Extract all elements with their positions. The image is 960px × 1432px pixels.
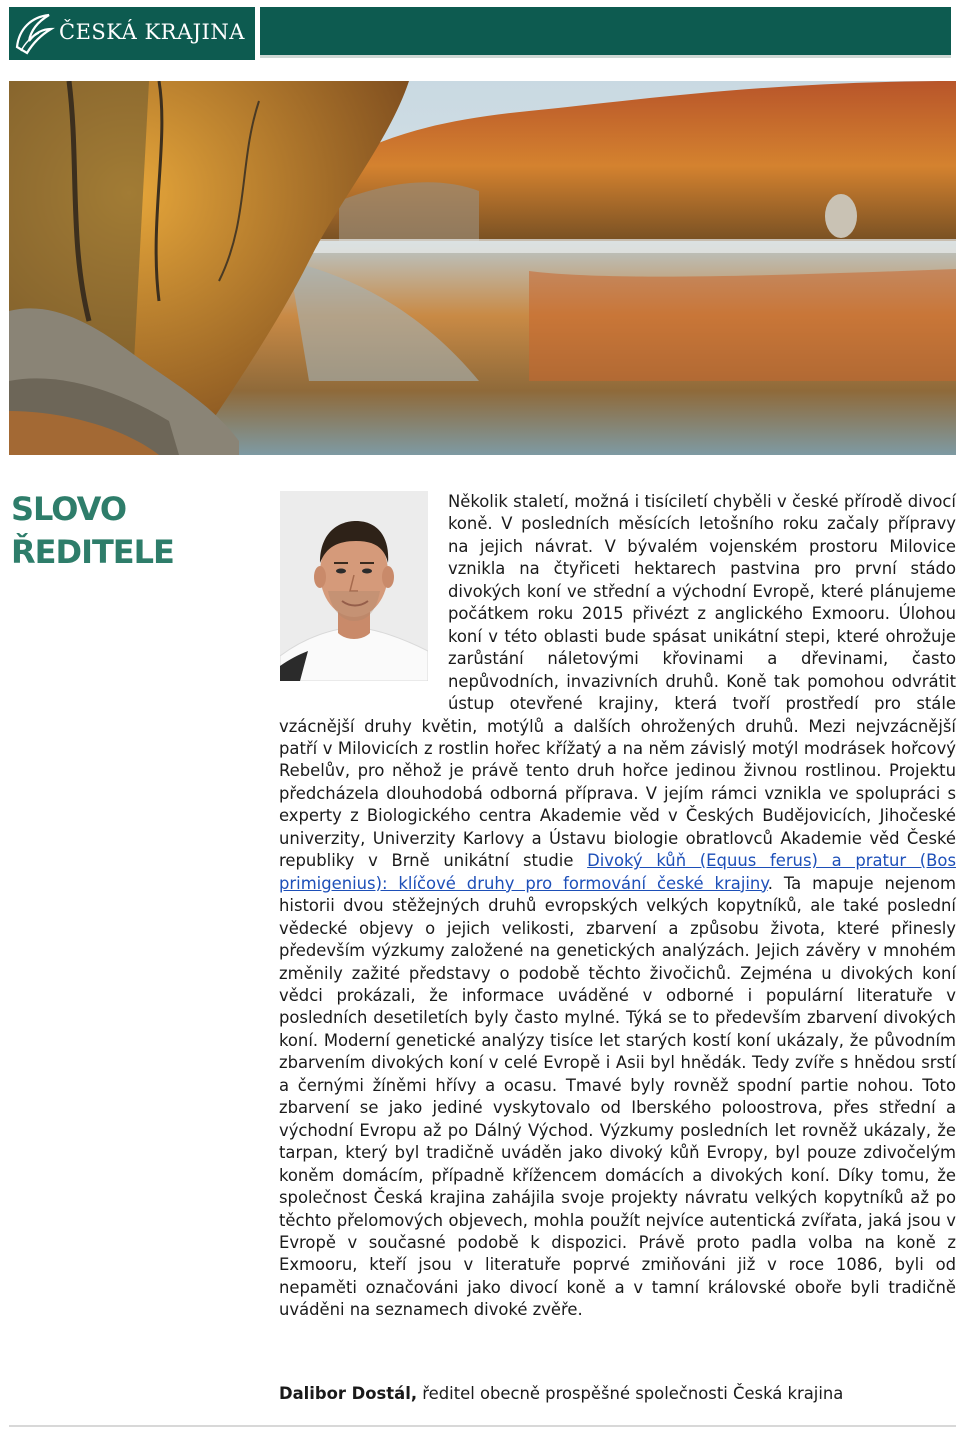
bird-leaf-icon (9, 7, 57, 57)
section-title-line1: SLOVO (11, 490, 127, 528)
brand-logo[interactable] (9, 7, 255, 60)
brand-name: ČESKÁ KRAJINA (59, 20, 245, 44)
signature-role: ředitel obecně prospěšné společnosti Česká krajina (417, 1384, 844, 1403)
section-title (11, 488, 201, 574)
footer-divider (9, 1425, 956, 1427)
portrait-wrap-spacer (279, 491, 448, 699)
study-link[interactable]: Divoký kůň (Equus ferus) a pratur (Bos primigenius): klíčové druhy pro formování české krajiny (279, 851, 956, 893)
article-text-part2: . Ta mapuje nejenom historii dvou stěžejných druhů evropských velkých kopytníků, ale také poslední vědecké objevy o jejich velikosti, zbarvení a způsobu života, které přinesly především výzkumy založené na genetických analýzách. Jejich závěry v mnohém změnily zažité představy o podobě těchto živočichů. Zejména u divokých koní vědci prokázali, že informace uváděné v odborné i populární literatuře v posledních desetiletích byly často mylné. Týká se to především zbarvení divokých koní. Moderní genetické analýzy tisíce let starých kostí koní ukázaly, že původním zbarvením divokých koní v celé Evropě i Asii byl hnědák. Tedy zvíře s hnědou srstí a černými žíněmi hřívy a ocasu. Tmavé byly rovněž spodní partie nohou. Toto zbarvení se jako jediné vyskytovalo od Iberského poloostrova, přes střední a východní Evropu až po Dálný Východ. Výzkumy posledních let rovněž ukázaly, že tarpan, který byl tradičně uváděn jako divoký kůň Evropy, byl pouze zdivočelým koněm domácím, případně křížencem domácích a divokých koní. Díky tomu, že společnost Česká krajina zahájila svoje projekty návratu velkých kopytníků až po těchto přelomových objevech, mohla použít nejvíce autentická zvířata, jaká jsou v Evropě v současné podobě k dispozici. Právě proto padla volba na koně z Exmooru, kteří jsou v literatuře poprvé zmiňováni již v roce 1086, byli od nepaměti označováni jako divocí koně a v tamní královské oboře byli tradičně uváděni na seznamech divoké zvěře. (279, 873, 956, 1320)
hero-landscape-photo (9, 81, 956, 455)
landscape-photo (9, 81, 956, 455)
section-title-line2: ŘEDITELE (11, 533, 174, 571)
header-bar (260, 7, 951, 55)
article-body (279, 491, 956, 1322)
article-text-part1: Několik staletí, možná i tisíciletí chyběli v české přírodě divocí koně. V posledních měsících letošního roku začaly přípravy na jejich návrat. V bývalém vojenském prostoru Milovice vznikla na čtyřiceti hektarech pastvina pro první stádo divokých koní ve střední a východní Evropě, které plánujeme počátkem roku 2015 přivézt z anglického Exmooru. Úlohou koní v této oblasti bude spásat unikátní stepi, které ohrožuje zarůstání náletovými křovinami a dřevinami, často nepůvodních, invazivních druhů. Koně tak pomohou odvrátit ústup otevřené krajiny, která tvoří prostředí pro stále vzácnější druhy květin, motýlů a dalších ohrožených druhů. Mezi nejvzácnější patří v Milovicích z rostlin hořec křížatý a na něm závislý motýl modrásek hořcový Rebelův, pro něhož je právě tento druh hořce jedinou živnou rostlinou. Projektu předcházela dlouhodobá odborná příprava. V jejím rámci vznikla ve spolupráci s experty z Biologického centra Akademie věd v Českých Budějovicích, Jihočeské univerzity, Univerzity Karlovy a Ústavu biologie obratlovců Akademie věd České republiky v Brně unikátní studie (279, 492, 956, 871)
signature-name: Dalibor Dostál, (279, 1384, 418, 1403)
header-divider (260, 55, 951, 58)
signature (279, 1383, 956, 1405)
